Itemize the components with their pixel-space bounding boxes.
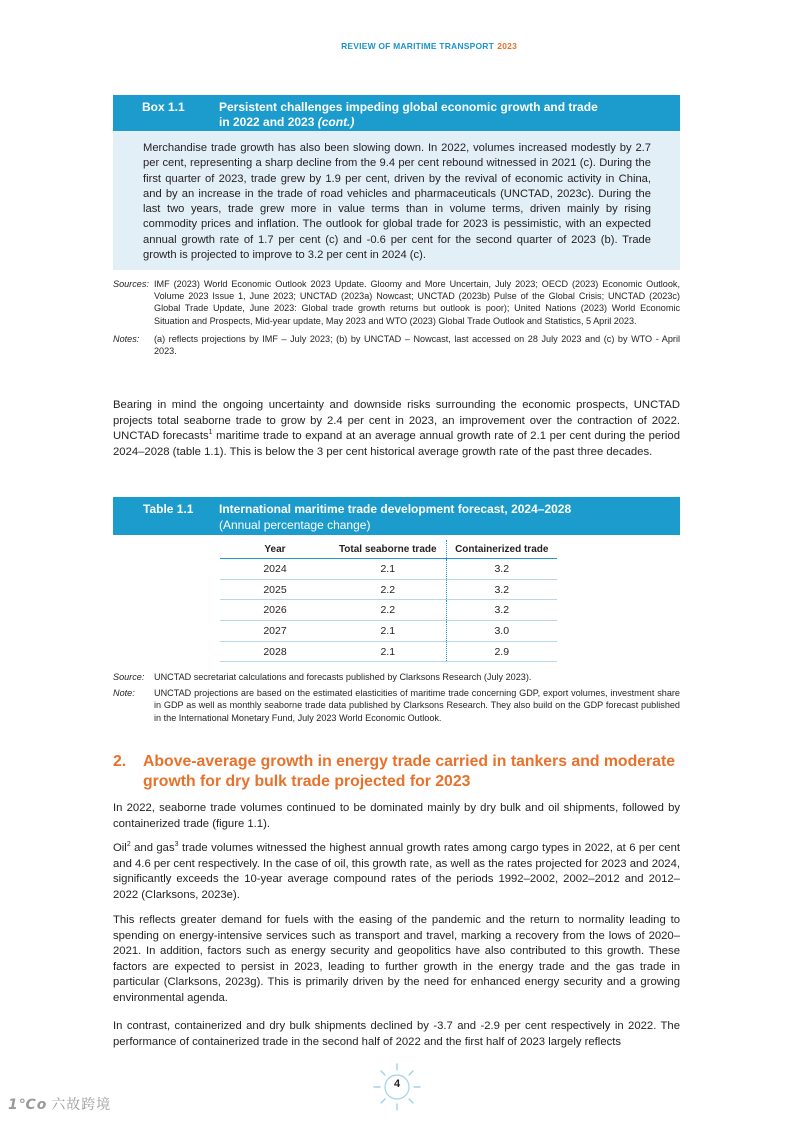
cell-seaborne: 2.2 <box>330 579 446 600</box>
sources-row <box>113 278 680 327</box>
header-title: REVIEW OF MARITIME TRANSPORT <box>341 41 494 51</box>
box-body <box>113 131 680 270</box>
notes-label: Notes: <box>113 333 140 344</box>
table-row <box>220 579 557 600</box>
box-title-line1: Persistent challenges impeding global economic growth and trade <box>219 100 598 114</box>
table-row <box>220 600 557 621</box>
table-source-text: UNCTAD secretariat calculations and forecasts published by Clarksons Research (July 2023). <box>154 672 532 682</box>
cell-seaborne: 2.1 <box>330 641 446 662</box>
table-row <box>220 559 557 580</box>
cell-year: 2027 <box>220 621 330 642</box>
cell-year: 2026 <box>220 600 330 621</box>
cell-year: 2025 <box>220 579 330 600</box>
table-sources <box>113 671 680 724</box>
table-label: Table 1.1 <box>143 502 194 516</box>
section-number: 2. <box>113 753 127 770</box>
watermark <box>8 1094 111 1114</box>
table-header-bar <box>113 497 680 535</box>
box-header <box>113 95 680 131</box>
col-header-seaborne: Total seaborne trade <box>330 540 446 559</box>
cell-containerized: 3.2 <box>446 600 557 621</box>
p2-text-b: and gas <box>130 842 175 854</box>
section-title: Above-average growth in energy trade carried in tankers and moderate growth for dry bulk trade projected for 2023 <box>143 753 675 790</box>
intro-part1: Bearing in mind the ongoing uncertainty and downside risks surrounding the economic prospects, UNCTAD projects total seaborne trade to grow by 2.4 per cent in 2023, an improvement over the contraction of 2022. UNCTAD forecasts <box>113 399 680 442</box>
cell-seaborne: 2.1 <box>330 559 446 580</box>
table-title: International maritime trade development forecast, 2024–2028 <box>219 502 572 516</box>
paragraph-4: In contrast, containerized and dry bulk shipments declined by -3.7 and -2.9 per cent respectively in 2022. The performance of containerized trade in the second half of 2022 and the first half of 2023 largely reflects <box>113 1020 680 1048</box>
intro-paragraph <box>113 398 680 460</box>
sources-text: IMF (2023) World Economic Outlook 2023 Update. Gloomy and More Uncertain, July 2023; OECD (2023) Economic Outlook, Volume 2023 Issue 1, June 2023; UNCTAD (2023a) Nowcast; UNCTAD (2023b) Pulse of the Global Crisis; UNCTAD (2023c) Global Trade Update, June 2023: Global trade growth returns but outlook is poor); United Nations (2023) World Economic Situation and Prospects, Mid-year update, May 2023 and WTO (2023) Global Trade Outlook and Statistics, 5 April 2023. <box>154 279 680 326</box>
page-number: 4 <box>393 1078 401 1090</box>
cell-containerized: 3.2 <box>446 579 557 600</box>
table-note-row <box>113 687 680 724</box>
col-header-containerized: Containerized trade <box>446 540 557 559</box>
cell-seaborne: 2.1 <box>330 621 446 642</box>
watermark-logo: 1℃o <box>8 1097 48 1113</box>
table-source-row <box>113 671 680 683</box>
box-title-cont: (cont.) <box>317 115 355 129</box>
table-row <box>220 621 557 642</box>
footnote-ref-1[interactable]: 1 <box>208 429 213 437</box>
footnote-ref-3[interactable]: 3 <box>174 841 179 849</box>
table-source-label: Source: <box>113 672 145 682</box>
notes-row <box>113 333 680 357</box>
table-row <box>220 641 557 662</box>
footnote-ref-2[interactable]: 2 <box>126 841 131 849</box>
col-header-year: Year <box>220 540 330 559</box>
cell-year: 2028 <box>220 641 330 662</box>
table-header-row <box>220 540 557 559</box>
cell-year: 2024 <box>220 559 330 580</box>
forecast-table <box>220 540 557 662</box>
watermark-text: 六故跨境 <box>51 1097 112 1113</box>
box-title <box>219 100 659 130</box>
paragraph-1: In 2022, seaborne trade volumes continued to be dominated mainly by dry bulk and oil shipments, followed by containerized trade (figure 1.1). <box>113 802 680 830</box>
cell-seaborne: 2.2 <box>330 600 446 621</box>
box-text: Merchandise trade growth has also been slowing down. In 2022, volumes increased modestly by 2.7 per cent, representing a sharp decline from the 9.4 per cent rebound witnessed in 2021 (c). During the first quarter of 2023, trade grew by 1.9 per cent, driven by the revival of economic activity in China, and by an increase in the trade of road vehicles and pharmaceuticals (UNCTAD, 2023c). During the last two years, trade grew more in value terms than in volume terms, driven mainly by rising commodity prices and inflation. The outlook for global trade for 2023 is pessimistic, with an expected annual growth rate of 1.7 per cent (c) and -0.6 per cent for the second quarter of 2023 (b). Trade growth is projected to improve to 3.2 per cent in 2024 (c). <box>143 142 651 262</box>
intro-part2: maritime trade to expand at an average annual growth rate of 2.1 per cent during the period 2024–2028 (table 1.1). This is below the 3 per cent historical average growth rate of the past three decades. <box>113 430 680 458</box>
p2-text-a: Oil <box>113 842 127 854</box>
p2-text-c: trade volumes witnessed the highest annual growth rates among cargo types in 2022, at 6 per cent and 4.6 per cent respectively. In the case of oil, this growth rate, as well as the rates projected for 2023 and 2024, significantly exceeds the 10-year average compound rates of the periods 1992–2002, 2002–2012 and 2012–2022 (Clarksons, 2023e). <box>113 842 681 901</box>
paragraph-3: This reflects greater demand for fuels with the easing of the pandemic and the return to normality leading to spending on energy-intensive services such as transport and travel, marking a recovery from the lows of 2020–2021. In addition, factors such as energy security and geopolitics have also contributed to this growth. These factors are expected to persist in 2023, leading to further growth in the energy trade and the gas trade in particular (Clarksons, 2023g). This is primarily driven by the need for enhanced energy security and a growing environmental agenda. <box>113 914 680 1004</box>
box-title-line2: in 2022 and 2023 <box>219 115 315 129</box>
box-sources <box>113 278 680 357</box>
box-label: Box 1.1 <box>142 100 185 114</box>
table-note-text: UNCTAD projections are based on the estimated elasticities of maritime trade concerning GDP, export volumes, investment share in GDP as well as monthly seaborne trade data published by Clarksons Research. They also build on the GDP forecast published in the International Monetary Fund, July 2023 World Economic Outlook. <box>154 688 680 723</box>
sources-label: Sources: <box>113 279 149 289</box>
paragraph-2 <box>113 841 680 903</box>
table-note-label: Note: <box>113 688 135 699</box>
cell-containerized: 3.2 <box>446 559 557 580</box>
cell-containerized: 2.9 <box>446 641 557 662</box>
table-subtitle: (Annual percentage change) <box>219 518 371 532</box>
notes-text: (a) reflects projections by IMF – July 2023; (b) by UNCTAD – Nowcast, last accessed on 28 July 2023 and (c) by WTO - April 2023. <box>154 333 680 357</box>
cell-containerized: 3.0 <box>446 621 557 642</box>
header-year: 2023 <box>497 41 517 51</box>
